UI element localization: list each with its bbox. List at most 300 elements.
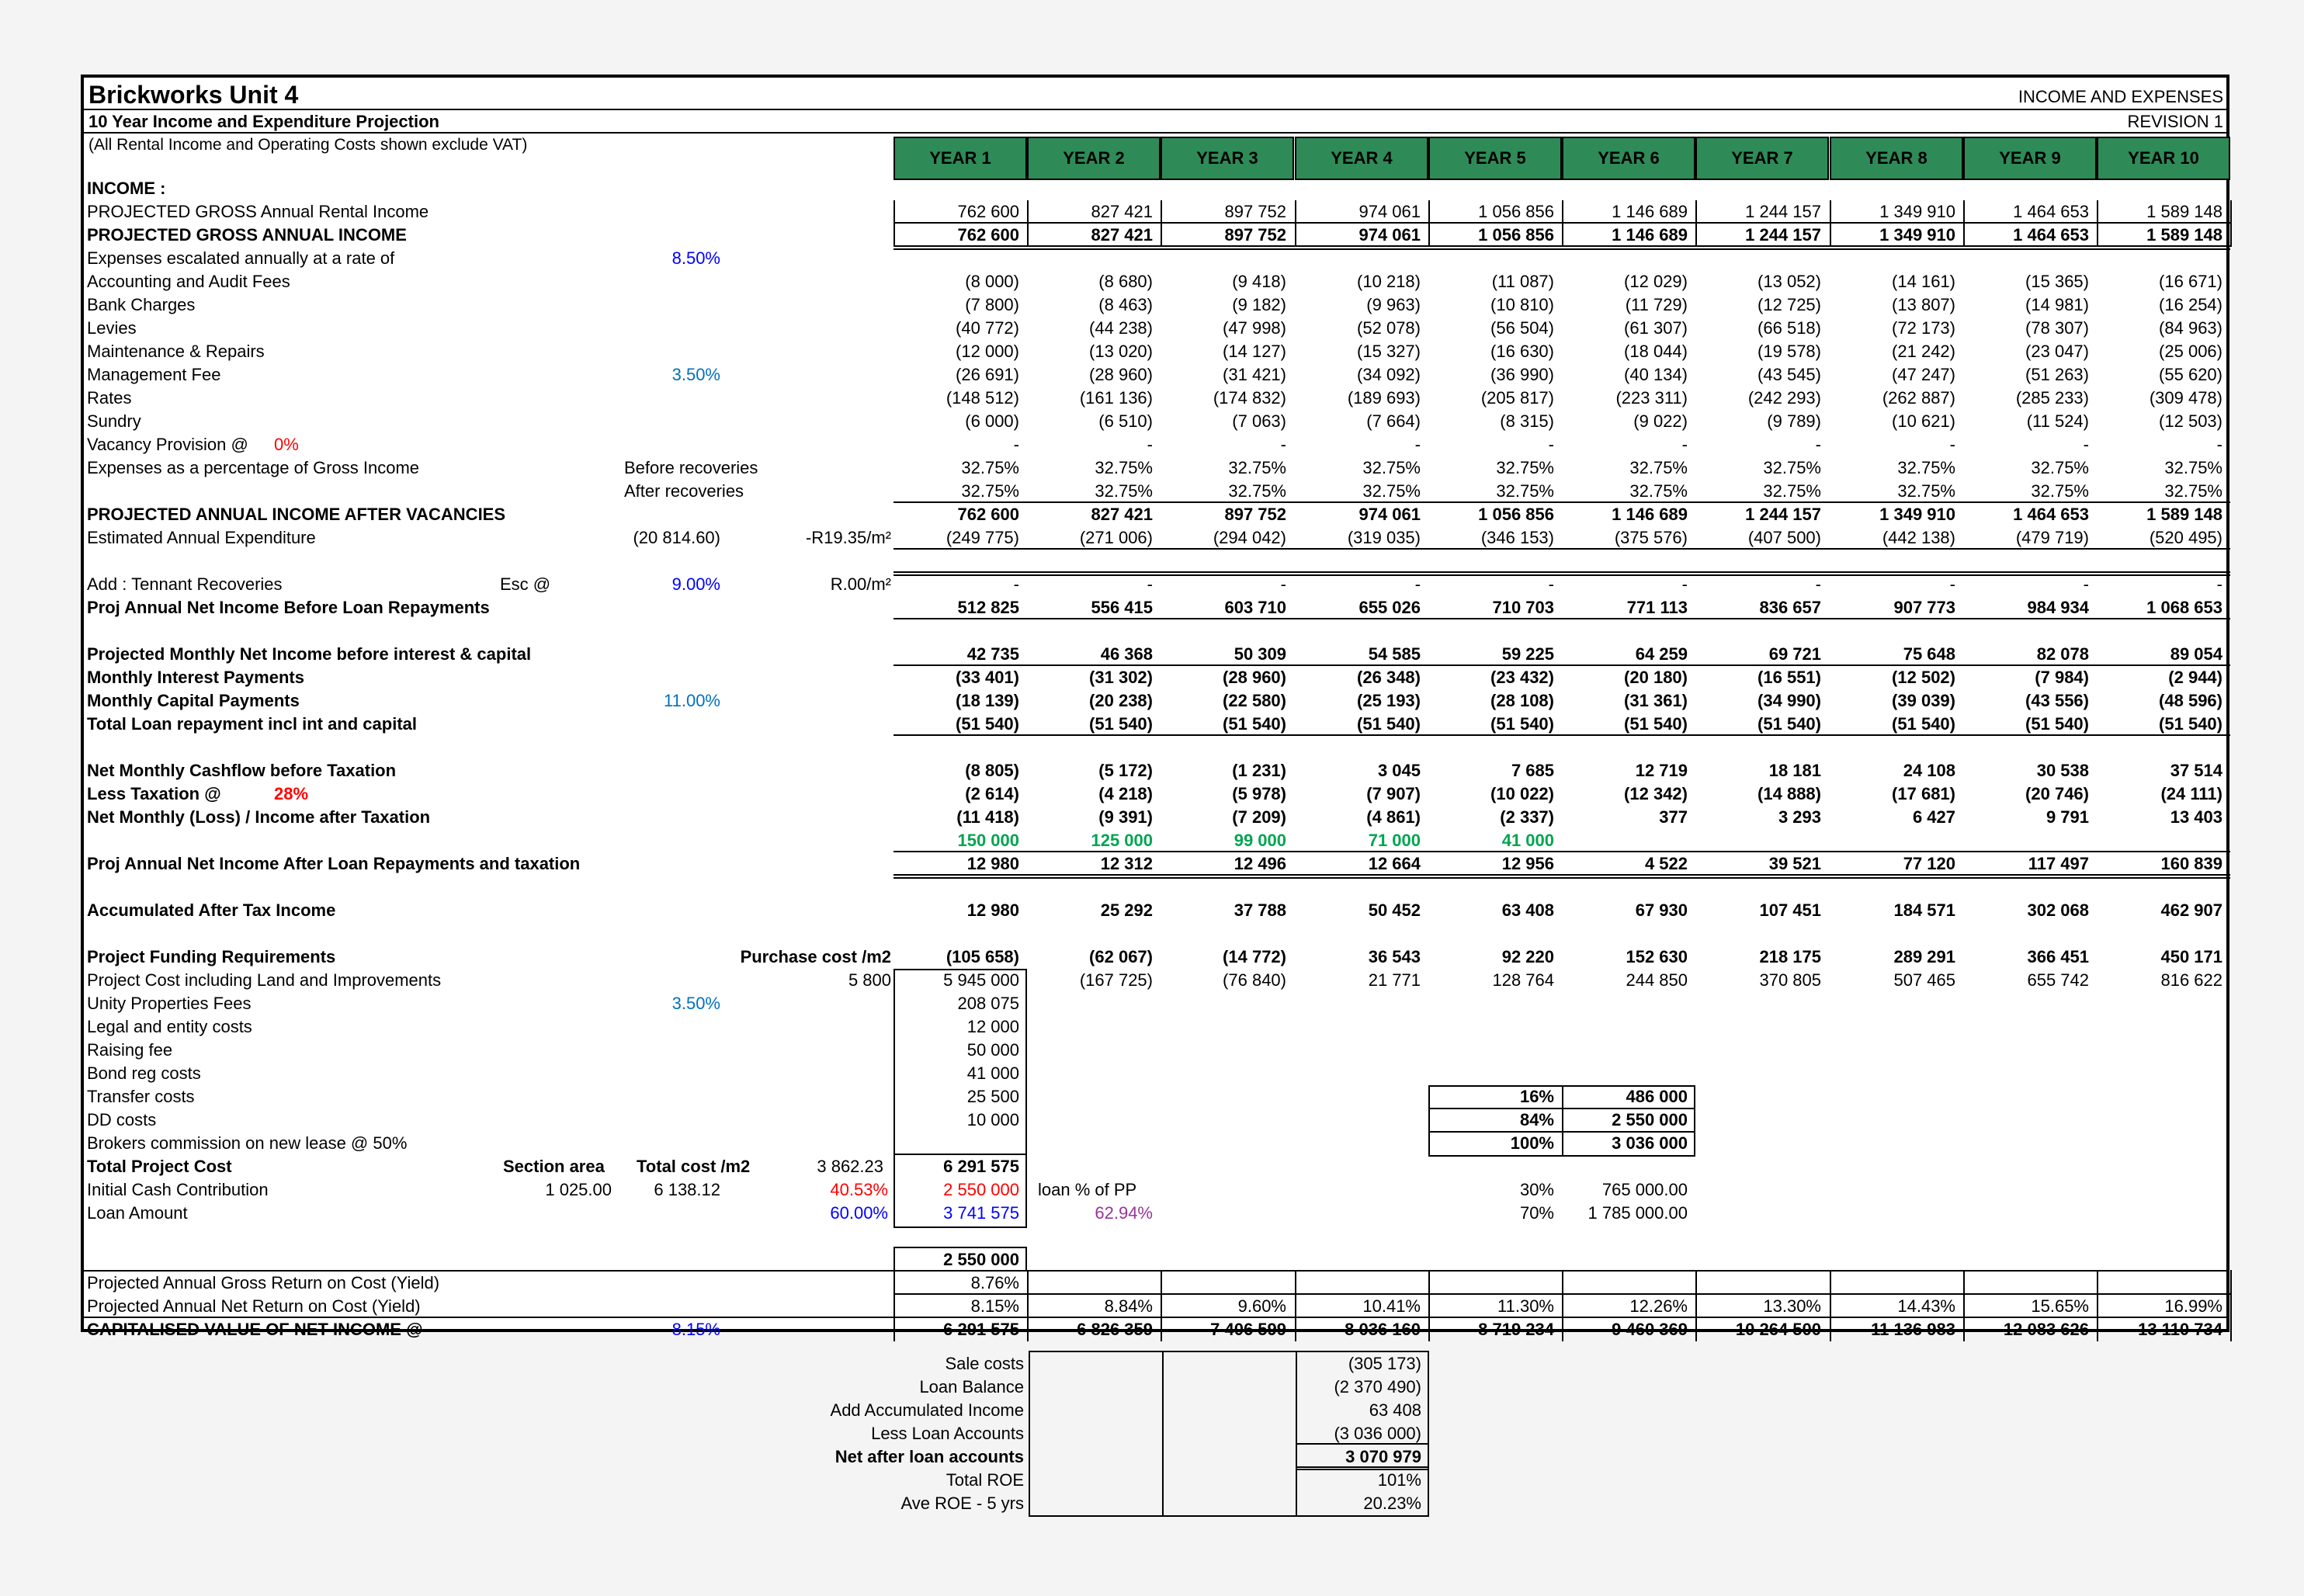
row-label: Proj Annual Net Income After Loan Repayments and taxation xyxy=(87,854,581,873)
cell-value xyxy=(1562,829,1688,852)
cell-value: 32.75% xyxy=(1629,458,1688,477)
cell-value: (6 000) xyxy=(965,411,1019,431)
cell-value: 32.75% xyxy=(1095,458,1153,477)
cell-value: - xyxy=(1280,435,1286,454)
cell-value: 54 585 xyxy=(1368,644,1421,664)
cell-value: - xyxy=(1013,435,1019,454)
cell-value: 32.75% xyxy=(2031,458,2089,477)
cell-value: (18 044) xyxy=(1624,342,1688,361)
cell-value: (51 540) xyxy=(1357,714,1421,734)
cell-value: 152 630 xyxy=(1626,947,1688,966)
cell-value: (9 789) xyxy=(1767,411,1821,431)
cell-value: 1 464 653 xyxy=(2013,505,2089,524)
cell-value: 827 421 xyxy=(1091,505,1153,524)
net-yield-label: Projected Annual Net Return on Cost (Yield) xyxy=(87,1296,421,1316)
cell-value xyxy=(2097,829,2222,852)
cell-value: 655 026 xyxy=(1358,598,1421,617)
cell-value: (34 990) xyxy=(1757,691,1821,710)
cell-value: (51 540) xyxy=(2159,714,2222,734)
row-label: Proj Annual Net Income Before Loan Repayments xyxy=(87,598,490,617)
cell-value: 117 497 xyxy=(2028,854,2089,873)
cell-value: 67 930 xyxy=(1635,900,1688,920)
row-label: Levies xyxy=(87,318,137,338)
cell-value: (4 218) xyxy=(1098,784,1153,803)
cell-value: 12 664 xyxy=(1368,854,1421,873)
cell-value: 18 181 xyxy=(1768,761,1821,780)
cell-value: 30 538 xyxy=(2036,761,2089,780)
cell-value: (43 556) xyxy=(2025,691,2089,710)
cell-value: (24 111) xyxy=(2160,784,2222,803)
cell-value: 82 078 xyxy=(2036,644,2089,664)
cell-value: 897 752 xyxy=(1224,225,1286,245)
cell-value: (375 576) xyxy=(1614,528,1688,547)
cap-rate: 8.15% xyxy=(671,1320,720,1339)
cell-value: 12 980 xyxy=(966,900,1019,920)
split-pct: 70% xyxy=(1519,1203,1554,1223)
split-pct: 16% xyxy=(1519,1087,1554,1106)
split-amount: 2 550 000 xyxy=(1612,1110,1688,1129)
net-yield: 11.30% xyxy=(1497,1296,1554,1316)
cell-value: (20 238) xyxy=(1089,691,1153,710)
cell-value: (55 620) xyxy=(2159,365,2222,384)
row-label: DD costs xyxy=(87,1110,157,1129)
cell-value: (40 772) xyxy=(956,318,1019,338)
cell-value: 92 220 xyxy=(1501,947,1554,966)
cell-value: (262 887) xyxy=(1882,388,1955,408)
year-header: YEAR 6 xyxy=(1562,137,1695,180)
cell-value: (22 580) xyxy=(1223,691,1286,710)
row-label: Total Loan repayment incl int and capital xyxy=(87,714,417,734)
cell-value: 32.75% xyxy=(2164,458,2222,477)
cell-value: (11 729) xyxy=(1625,295,1688,314)
cell-value: (12 503) xyxy=(2159,411,2222,431)
cell-value: 1 056 856 xyxy=(1478,505,1554,524)
cell-value: (271 006) xyxy=(1079,528,1153,547)
cell-value: - xyxy=(1681,435,1688,454)
cell-value: 12 000 xyxy=(966,1017,1019,1036)
cell-value: 71 000 xyxy=(1368,831,1421,850)
revision-label: REVISION 1 xyxy=(2127,112,2223,131)
cell-value: (51 540) xyxy=(1490,714,1554,734)
cell-value: 32.75% xyxy=(1897,481,1955,501)
rate-parameter: 9.00% xyxy=(671,574,720,594)
cell-value: 41 000 xyxy=(1501,831,1554,850)
section-area: 1 025.00 xyxy=(545,1180,612,1199)
capitalised-value: 12 083 626 xyxy=(2003,1320,2089,1339)
row-label: Accounting and Audit Fees xyxy=(87,272,290,291)
cell-value: 77 120 xyxy=(1903,854,1955,873)
cell-value: (51 540) xyxy=(1892,714,1955,734)
cell-value: (84 963) xyxy=(2159,318,2222,338)
cell-value: (13 052) xyxy=(1757,272,1821,291)
cell-value: - xyxy=(1548,435,1554,454)
row-label: Transfer costs xyxy=(87,1087,195,1106)
sale-value: (305 173) xyxy=(1348,1354,1421,1373)
cell-value: (8 000) xyxy=(965,272,1019,291)
section-area-label: Section area xyxy=(503,1157,605,1176)
cell-value: (8 463) xyxy=(1098,295,1153,314)
sub-label: After recoveries xyxy=(624,481,744,501)
row-label: Raising fee xyxy=(87,1040,173,1060)
cell-value: - xyxy=(1414,435,1421,454)
capitalised-value: 6 291 575 xyxy=(943,1320,1019,1339)
cell-value: (2 337) xyxy=(1500,807,1554,827)
cell-value: 366 451 xyxy=(2027,947,2089,966)
cell-value: 69 721 xyxy=(1768,644,1821,664)
capitalised-value: 7 406 599 xyxy=(1210,1320,1286,1339)
cell-value: (7 907) xyxy=(1366,784,1421,803)
cell-value: (33 401) xyxy=(956,668,1019,687)
cell-value: (161 136) xyxy=(1079,388,1153,408)
cell-value: 12 312 xyxy=(1100,854,1153,873)
rate-parameter: 11.00% xyxy=(664,691,720,710)
gross-yield-label: Projected Annual Gross Return on Cost (Yield) xyxy=(87,1273,440,1292)
cell-value: (319 035) xyxy=(1347,528,1421,547)
row-label: Estimated Annual Expenditure xyxy=(87,528,316,547)
cell-value: (51 540) xyxy=(2025,714,2089,734)
split-pct: 84% xyxy=(1519,1110,1554,1129)
cell-value: 762 600 xyxy=(957,225,1019,245)
cell-value: (105 658) xyxy=(946,947,1019,966)
cell-value: 36 543 xyxy=(1368,947,1421,966)
cell-value: 41 000 xyxy=(966,1063,1019,1083)
cell-value: 63 408 xyxy=(1501,900,1554,920)
row-label: Expenses escalated annually at a rate of xyxy=(87,248,395,268)
cell-value: 450 171 xyxy=(2160,947,2222,966)
cell-value: (189 693) xyxy=(1347,388,1421,408)
cell-value: 160 839 xyxy=(2160,854,2222,873)
cell-value: (56 504) xyxy=(1490,318,1554,338)
sale-label: Total ROE xyxy=(946,1470,1024,1490)
row-label: Loan Amount xyxy=(87,1203,188,1223)
cell-value: (8 315) xyxy=(1500,411,1554,431)
loan-pp-label: loan % of PP xyxy=(1038,1180,1137,1199)
gross-yield: 8.76% xyxy=(970,1273,1019,1292)
cell-value: (7 063) xyxy=(1232,411,1286,431)
rate-parameter: 3.50% xyxy=(671,365,720,384)
cell-value: 289 291 xyxy=(1893,947,1955,966)
cell-value: 1 349 910 xyxy=(1879,505,1955,524)
cell-value: 1 349 910 xyxy=(1879,225,1955,245)
rate-value: 28% xyxy=(274,784,309,803)
cell-value: (16 254) xyxy=(2159,295,2222,314)
cell-value: 37 788 xyxy=(1234,900,1286,920)
cell-value: (15 365) xyxy=(2025,272,2089,291)
cell-value: 897 752 xyxy=(1224,505,1286,524)
per-m2-value: 5 800 xyxy=(848,970,891,990)
cell-value: 1 146 689 xyxy=(1612,202,1688,221)
cell-value: 1 244 157 xyxy=(1745,225,1821,245)
capitalised-value: 11 136 983 xyxy=(1871,1320,1955,1339)
cell-value: - xyxy=(1815,435,1821,454)
net-yield: 14.43% xyxy=(1897,1296,1955,1316)
cell-value: (23 432) xyxy=(1490,668,1554,687)
cell-value: 377 xyxy=(1659,807,1688,827)
per-m2-value: Purchase cost /m2 xyxy=(740,947,891,966)
cell-value: (26 348) xyxy=(1357,668,1421,687)
cell-value: 128 764 xyxy=(1492,970,1554,990)
cell-value: 125 000 xyxy=(1091,831,1153,850)
capitalised-value: 9 460 369 xyxy=(1612,1320,1688,1339)
cell-value: 1 056 856 xyxy=(1478,225,1554,245)
cell-value: - xyxy=(2216,435,2222,454)
cell-value: 984 934 xyxy=(2027,598,2089,617)
cell-value: (174 832) xyxy=(1213,388,1286,408)
cell-value: 99 000 xyxy=(1234,831,1286,850)
cell-value: (14 772) xyxy=(1223,947,1286,966)
cell-value: 150 000 xyxy=(957,831,1019,850)
loan-pct: 60.00% xyxy=(830,1203,888,1223)
row-label: PROJECTED ANNUAL INCOME AFTER VACANCIES xyxy=(87,505,506,524)
cell-value: (242 293) xyxy=(1747,388,1821,408)
cell-value: 1 464 653 xyxy=(2013,225,2089,245)
cell-value: (10 218) xyxy=(1357,272,1421,291)
cell-value: 184 571 xyxy=(1893,900,1955,920)
cell-value: (10 810) xyxy=(1490,295,1554,314)
cell-value: 5 945 000 xyxy=(943,970,1019,990)
cell-value: 25 292 xyxy=(1100,900,1153,920)
cell-value xyxy=(1830,829,1955,852)
cell-value: (479 719) xyxy=(2015,528,2089,547)
cell-value: 50 000 xyxy=(966,1040,1019,1060)
cell-value: (66 518) xyxy=(1757,318,1821,338)
cell-value: 32.75% xyxy=(2164,481,2222,501)
cell-value: 32.75% xyxy=(2031,481,2089,501)
row-label: Project Cost including Land and Improvements xyxy=(87,970,442,990)
split-amount: 765 000.00 xyxy=(1601,1180,1688,1199)
year-header: YEAR 5 xyxy=(1428,137,1562,180)
row-label: Legal and entity costs xyxy=(87,1017,252,1036)
cell-value: 50 452 xyxy=(1368,900,1421,920)
cell-value: - xyxy=(1815,574,1821,594)
cell-value: (39 039) xyxy=(1892,691,1955,710)
row-label: Maintenance & Repairs xyxy=(87,342,265,361)
cell-value: (47 247) xyxy=(1892,365,1955,384)
cell-value: 1 589 148 xyxy=(2146,202,2222,221)
cell-value: 1 349 910 xyxy=(1879,202,1955,221)
cell-value: - xyxy=(1414,574,1421,594)
cell-value: 39 521 xyxy=(1768,854,1821,873)
net-yield: 9.60% xyxy=(1237,1296,1286,1316)
cell-value: 9 791 xyxy=(2045,807,2089,827)
split-amount: 486 000 xyxy=(1626,1087,1688,1106)
row-label: Brokers commission on new lease @ 50% xyxy=(87,1133,408,1153)
cell-value: (16 671) xyxy=(2159,272,2222,291)
cell-value: (12 342) xyxy=(1624,784,1688,803)
cell-value: (14 161) xyxy=(1892,272,1955,291)
cell-value: 3 045 xyxy=(1377,761,1421,780)
sale-value: 20.23% xyxy=(1363,1494,1421,1513)
cell-value: (7 984) xyxy=(2035,668,2089,687)
loan-pp: 62.94% xyxy=(1095,1203,1153,1223)
cell-value: 771 113 xyxy=(1626,598,1688,617)
cell-value: 89 054 xyxy=(2170,644,2222,664)
cell-value: (31 421) xyxy=(1223,365,1286,384)
cell-value xyxy=(1695,829,1821,852)
row-label: Sundry xyxy=(87,411,141,431)
sub-label: Before recoveries xyxy=(624,458,758,477)
cell-value: (47 998) xyxy=(1223,318,1286,338)
cell-value: 46 368 xyxy=(1100,644,1153,664)
vat-note: (All Rental Income and Operating Costs shown exclude VAT) xyxy=(88,136,528,154)
cell-value: (309 478) xyxy=(2149,388,2222,408)
per-m2-value: R.00/m² xyxy=(830,574,891,594)
cell-value: 32.75% xyxy=(961,458,1019,477)
cell-value: (9 022) xyxy=(1633,411,1688,431)
cell-value: 42 735 xyxy=(966,644,1019,664)
cell-value: (28 960) xyxy=(1223,668,1286,687)
row-label: Net Monthly Cashflow before Taxation xyxy=(87,761,397,780)
cell-value: (21 242) xyxy=(1892,342,1955,361)
cell-value: (43 545) xyxy=(1757,365,1821,384)
cell-value: (5 172) xyxy=(1098,761,1153,780)
cell-value: (51 540) xyxy=(1757,714,1821,734)
cell-value: 907 773 xyxy=(1893,598,1955,617)
row-label: Rates xyxy=(87,388,132,408)
cell-value: 32.75% xyxy=(1496,481,1554,501)
cell-value: 827 421 xyxy=(1091,225,1153,245)
split-pct: 30% xyxy=(1519,1180,1554,1199)
cell-value: 974 061 xyxy=(1358,505,1421,524)
net-yield: 16.99% xyxy=(2164,1296,2222,1316)
net-yield: 13.30% xyxy=(1763,1296,1821,1316)
cell-value: - xyxy=(2216,574,2222,594)
cell-value: - xyxy=(1949,435,1955,454)
sale-value: 3 070 979 xyxy=(1345,1447,1421,1466)
cell-value: 10 000 xyxy=(966,1110,1019,1129)
cell-value: (17 681) xyxy=(1892,784,1955,803)
cell-value: (7 209) xyxy=(1232,807,1286,827)
cell-value: - xyxy=(2083,435,2089,454)
total-cost-label: Total cost /m2 xyxy=(637,1157,751,1176)
row-label: Monthly Capital Payments xyxy=(87,691,300,710)
cell-value: (12 000) xyxy=(956,342,1019,361)
cell-value: 897 752 xyxy=(1224,202,1286,221)
sale-value: (2 370 490) xyxy=(1334,1377,1421,1396)
row-label: Initial Cash Contribution xyxy=(87,1180,269,1199)
cell-value: (61 307) xyxy=(1624,318,1688,338)
per-m2-value: -R19.35/m² xyxy=(805,528,891,547)
cell-value: (167 725) xyxy=(1079,970,1153,990)
capitalised-value: 10 264 500 xyxy=(1735,1320,1821,1339)
cell-value: - xyxy=(1147,435,1153,454)
rate-parameter: 3.50% xyxy=(671,994,720,1013)
cell-value: (8 680) xyxy=(1098,272,1153,291)
cell-value: (51 263) xyxy=(2025,365,2089,384)
year-header: YEAR 3 xyxy=(1161,137,1294,180)
cell-value: 370 805 xyxy=(1759,970,1821,990)
sale-value: 101% xyxy=(1377,1470,1421,1490)
cell-value: (34 092) xyxy=(1357,365,1421,384)
avg-expense: (20 814.60) xyxy=(633,528,720,547)
cell-value xyxy=(1963,829,2089,852)
cell-value: (10 621) xyxy=(1892,411,1955,431)
cell-value: 12 956 xyxy=(1501,854,1554,873)
row-label: Management Fee xyxy=(87,365,221,384)
sale-label: Ave ROE - 5 yrs xyxy=(900,1494,1024,1513)
cell-value: (4 861) xyxy=(1366,807,1421,827)
cell-value: 1 244 157 xyxy=(1745,202,1821,221)
cell-value: (294 042) xyxy=(1213,528,1286,547)
esc-label: Esc @ xyxy=(500,574,551,594)
cell-value: 32.75% xyxy=(1897,458,1955,477)
total-cost: 6 138.12 xyxy=(654,1180,720,1199)
cell-value: (13 020) xyxy=(1089,342,1153,361)
cell-value: (51 540) xyxy=(1624,714,1688,734)
cell-value: (16 551) xyxy=(1757,668,1821,687)
cell-value: 218 175 xyxy=(1759,947,1821,966)
year-header: YEAR 7 xyxy=(1695,137,1829,180)
row-label: Vacancy Provision @ xyxy=(87,435,248,454)
cell-value: (520 495) xyxy=(2149,528,2222,547)
cell-value: (78 307) xyxy=(2025,318,2089,338)
cell-value: (28 108) xyxy=(1490,691,1554,710)
capitalised-value: 8 719 234 xyxy=(1478,1320,1554,1339)
cell-value: (72 173) xyxy=(1892,318,1955,338)
cell-value: 1 056 856 xyxy=(1478,202,1554,221)
cell-value: 32.75% xyxy=(1763,458,1821,477)
cell-value: 32.75% xyxy=(1362,458,1421,477)
cell-value: 603 710 xyxy=(1224,598,1286,617)
row-label: Net Monthly (Loss) / Income after Taxation xyxy=(87,807,431,827)
cell-value: 32.75% xyxy=(1095,481,1153,501)
cell-value: 32.75% xyxy=(1763,481,1821,501)
sale-value: 63 408 xyxy=(1369,1400,1421,1420)
row-label: INCOME : xyxy=(87,179,166,198)
net-yield: 8.84% xyxy=(1104,1296,1153,1316)
cell-value: (13 807) xyxy=(1892,295,1955,314)
net-yield: 12.26% xyxy=(1629,1296,1688,1316)
cell-value: 1 589 148 xyxy=(2146,225,2222,245)
cell-value: (25 193) xyxy=(1357,691,1421,710)
cell-value: 3 293 xyxy=(1778,807,1821,827)
cell-value: (20 180) xyxy=(1624,668,1688,687)
cell-value: (2 614) xyxy=(965,784,1019,803)
year-header: YEAR 9 xyxy=(1963,137,2097,180)
row-label: Expenses as a percentage of Gross Income xyxy=(87,458,420,477)
row-label: PROJECTED GROSS Annual Rental Income xyxy=(87,202,429,221)
cell-value: (14 127) xyxy=(1223,342,1286,361)
cell-value: - xyxy=(1681,574,1688,594)
cell-value: (223 311) xyxy=(1615,388,1688,408)
cell-value: (14 981) xyxy=(2025,295,2089,314)
cell-value: (9 182) xyxy=(1232,295,1286,314)
cell-value: 4 522 xyxy=(1644,854,1688,873)
cell-value: (148 512) xyxy=(946,388,1019,408)
cell-value: (9 391) xyxy=(1098,807,1153,827)
cell-value: 462 907 xyxy=(2160,900,2222,920)
row-label: Accumulated After Tax Income xyxy=(87,900,336,920)
cell-value: 37 514 xyxy=(2170,761,2222,780)
cell-value: 512 825 xyxy=(957,598,1019,617)
cell-value: (7 800) xyxy=(965,295,1019,314)
cell-value: (20 746) xyxy=(2025,784,2089,803)
cell-value: (1 231) xyxy=(1232,761,1286,780)
cell-value: (11 524) xyxy=(2026,411,2089,431)
sale-value: (3 036 000) xyxy=(1334,1424,1421,1443)
cell-value: (10 022) xyxy=(1490,784,1554,803)
sale-label: Less Loan Accounts xyxy=(871,1424,1024,1443)
cell-value: 556 415 xyxy=(1091,598,1153,617)
cell-value: 762 600 xyxy=(957,202,1019,221)
cell-value: (18 139) xyxy=(956,691,1019,710)
row-label: Monthly Interest Payments xyxy=(87,668,304,687)
cell-value: 32.75% xyxy=(1228,458,1286,477)
row-label: Total Project Cost xyxy=(87,1157,232,1176)
sale-label: Add Accumulated Income xyxy=(830,1400,1024,1420)
net-yield: 8.15% xyxy=(970,1296,1019,1316)
cell-value: 12 719 xyxy=(1635,761,1688,780)
